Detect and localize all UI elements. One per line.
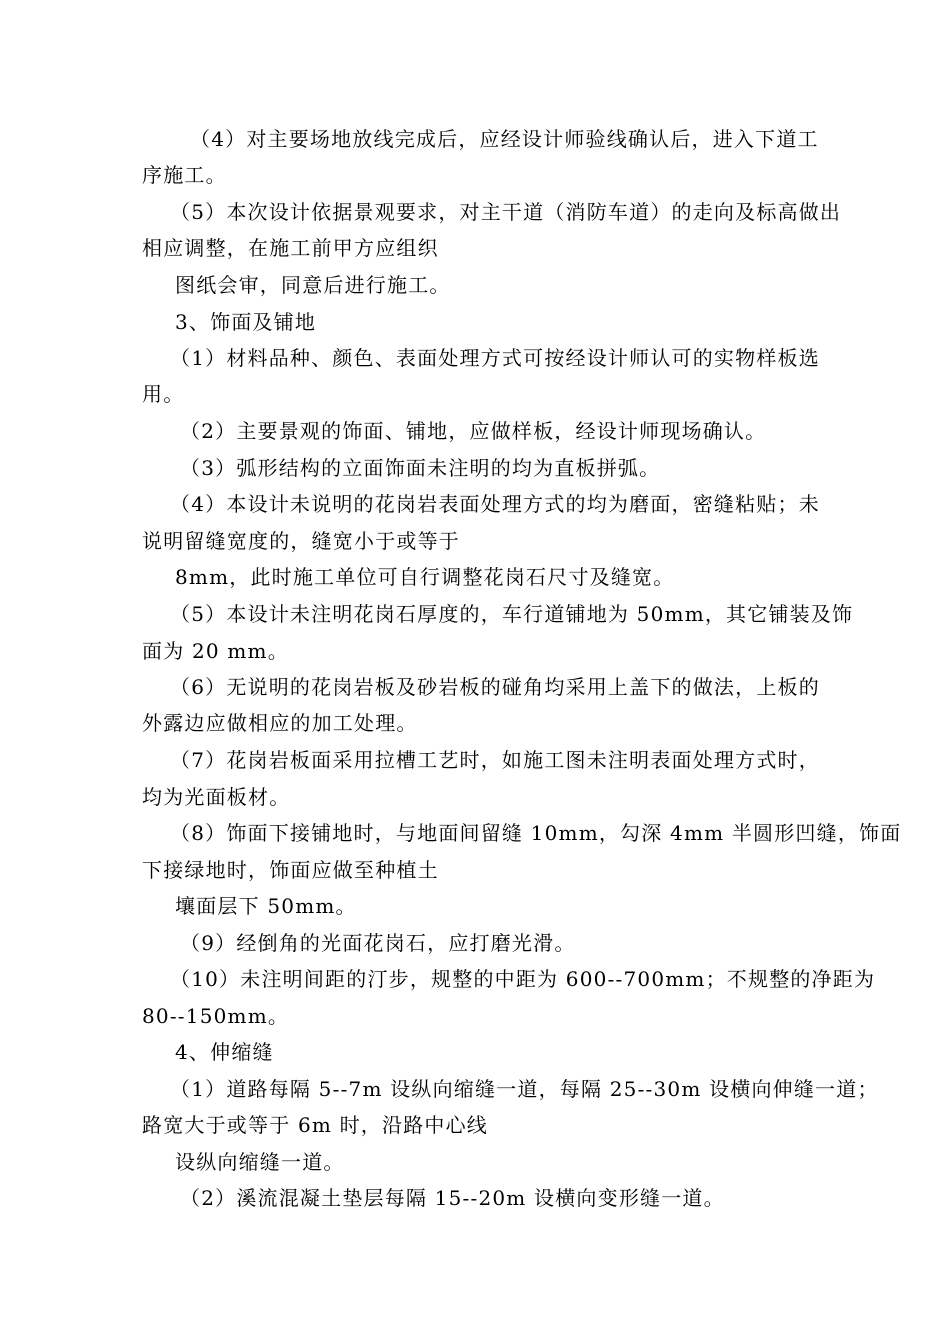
text-line-15: 面为 20 mm。 [142,639,289,663]
text-line-1: （4）对主要场地放线完成后，应经设计师验线确认后，进入下道工 [190,127,819,151]
text-line-27: （1）道路每隔 5--7m 设纵向缩缝一道，每隔 25--30m 设横向伸缝一道； [170,1077,879,1101]
text-line-5: 图纸会审，同意后进行施工。 [175,273,451,297]
text-line-8: 用。 [142,382,185,406]
text-line-2: 序施工。 [142,163,227,187]
text-line-11: （4）本设计未说明的花岗岩表面处理方式的均为磨面，密缝粘贴；未 [170,492,820,516]
text-line-18: （7）花岗岩板面采用拉槽工艺时，如施工图未注明表面处理方式时， [170,748,820,772]
text-line-21: 下接绿地时，饰面应做至种植土 [142,858,439,882]
text-line-13: 8mm，此时施工单位可自行调整花岗石尺寸及缝宽。 [175,565,675,589]
text-line-7: （1）材料品种、颜色、表面处理方式可按经设计师认可的实物样板选 [170,346,820,370]
section-heading-4: 4、伸缩缝 [175,1040,274,1064]
text-line-29: 设纵向缩缝一道。 [175,1150,345,1174]
text-line-30: （2）溪流混凝土垫层每隔 15--20m 设横向变形缝一道。 [180,1186,725,1210]
text-line-28: 路宽大于或等于 6m 时，沿路中心线 [142,1113,489,1137]
text-line-14: （5）本设计未注明花岗石厚度的，车行道铺地为 50mm，其它铺装及饰 [170,602,854,626]
text-line-16: （6）无说明的花岗岩板及砂岩板的碰角均采用上盖下的做法，上板的 [170,675,820,699]
text-line-20: （8）饰面下接铺地时，与地面间留缝 10mm，勾深 4mm 半圆形凹缝，饰面 [170,821,902,845]
text-line-25: 80--150mm。 [142,1004,290,1028]
text-line-12: 说明留缝宽度的，缝宽小于或等于 [142,529,460,553]
section-heading-3: 3、饰面及铺地 [175,310,317,334]
text-line-23: （9）经倒角的光面花岗石，应打磨光滑。 [180,931,576,955]
text-line-3: （5）本次设计依据景观要求，对主干道（消防车道）的走向及标高做出 [170,200,842,224]
text-line-22: 壤面层下 50mm。 [175,894,357,918]
text-line-24: （10）未注明间距的汀步，规整的中距为 600--700mm；不规整的净距为 [170,967,876,991]
text-line-10: （3）弧形结构的立面饰面未注明的均为直板拼弧。 [180,456,661,480]
text-line-19: 均为光面板材。 [142,785,291,809]
text-line-9: （2）主要景观的饰面、铺地，应做样板，经设计师现场确认。 [180,419,767,443]
text-line-17: 外露边应做相应的加工处理。 [142,711,418,735]
text-line-4: 相应调整，在施工前甲方应组织 [142,236,439,260]
